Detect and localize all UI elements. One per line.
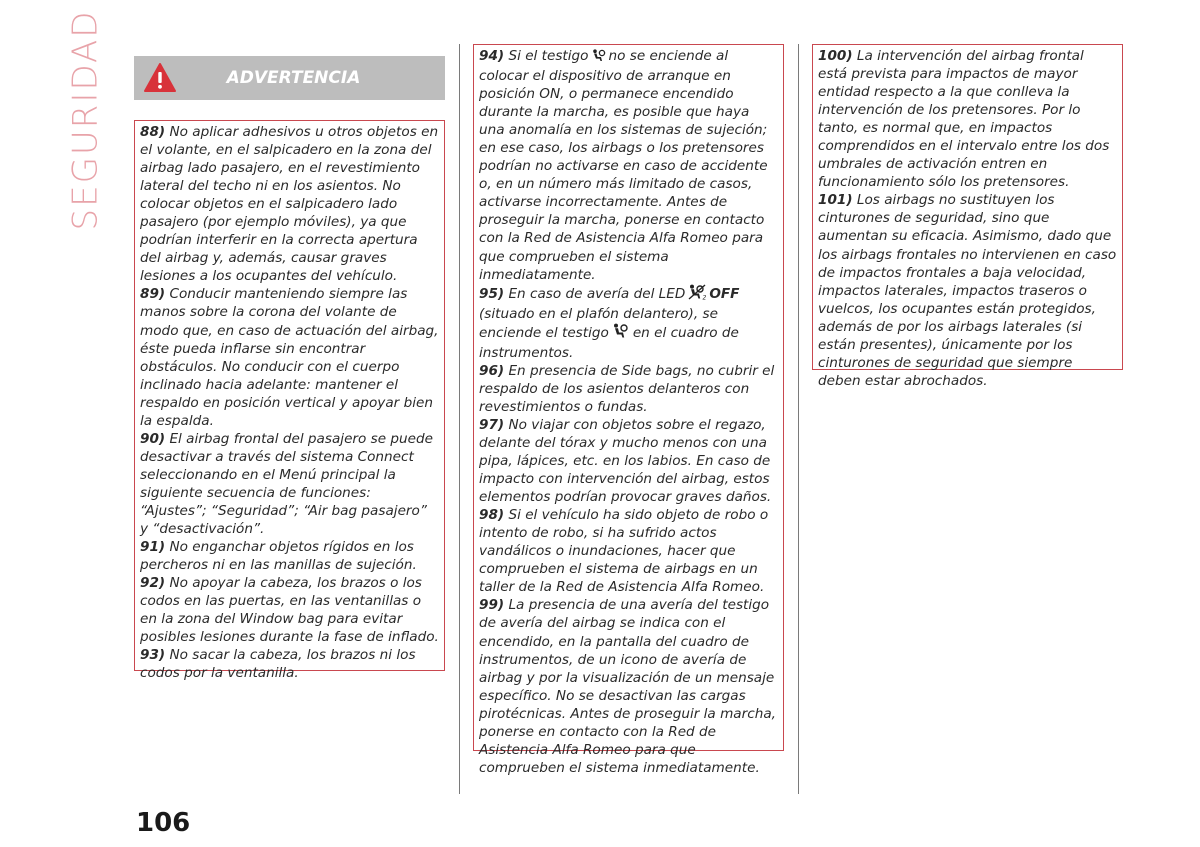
note-94: 94) Si el testigo no se enciende al colocar el dispositivo de arranque en posición ON, o permanece encendido durante la marcha, es posible que haya una anomalía en los sistemas de sujeción; en ese caso, los airbags o los pretensores podrían no activarse en caso de accidente o, en un número más limitado de casos, activarse incorrectamente. Antes de proseguir la marcha, ponerse en contacto con la Red de Asistencia Alfa Romeo para que comprueben el sistema inmediatamente. bbox=[479, 48, 768, 283]
passenger-airbag-off-icon bbox=[688, 284, 706, 305]
note-98: 98) Si el vehículo ha sido objeto de robo o intento de robo, si ha sufrido actos vandálicos o inundaciones, hacer que comprueben el sistema de airbags en un taller de la Red de Asistencia Alfa Romeo. bbox=[479, 507, 769, 596]
column-divider bbox=[459, 44, 460, 794]
warning-notes-column-3 bbox=[812, 44, 1123, 389]
section-tab bbox=[62, 9, 108, 231]
note-96: 96) En presencia de Side bags, no cubrir el respaldo de los asientos delanteros con revestimientos o fundas. bbox=[479, 362, 775, 415]
warning-header bbox=[134, 56, 445, 100]
section-title: SEGURIDAD bbox=[65, 9, 106, 231]
airbag-warning-light-icon bbox=[612, 323, 630, 344]
warning-triangle-icon bbox=[134, 56, 186, 100]
note-97: 97) No viajar con objetos sobre el regazo, delante del tórax y mucho menos con una pipa, lápices, etc. en los labios. En caso de impacto con intervención del airbag, estos elementos podrían provocar graves daños. bbox=[479, 416, 772, 506]
note-101: 101) Los airbags no sustituyen los cinturones de seguridad, sino que aumentan su eficacia. Asimismo, dado que los airbags frontales no intervienen en caso de impactos frontales a baja velocidad, impactos laterales, impactos traseros o vuelcos, los ocupantes están protegidos, además de por los airbags laterales (si están presentes), únicamente por los cinturones de seguridad que siempre deben estar abrochados. bbox=[818, 192, 1117, 389]
warning-notes-column-1 bbox=[134, 120, 445, 682]
note-95: 95) En caso de avería del LED 2 OFF (situado en el plafón delantero), se enciende el testigo en el cuadro de instrumentos. bbox=[479, 285, 740, 361]
note-91: 91) No enganchar objetos rígidos en los percheros ni en las manillas de sujeción. bbox=[140, 539, 417, 574]
note-92: 92) No apoyar la cabeza, los brazos o los codos en las puertas, en las ventanillas o en la zona del Window bag para evitar posibles lesiones durante la fase de inflado. bbox=[140, 575, 439, 646]
note-89: 89) Conducir manteniendo siempre las manos sobre la corona del volante de modo que, en caso de actuación del airbag, éste pueda inflarse sin encontrar obstáculos. No conducir con el cuerpo inclinado hacia adelante: mantener el respaldo en posición vertical y apoyar bien la espalda. bbox=[140, 286, 439, 429]
warning-title: ADVERTENCIA bbox=[226, 68, 361, 88]
column-divider bbox=[798, 44, 799, 794]
note-99: 99) La presencia de una avería del testigo de avería del airbag se indica con el encendido, en la pantalla del cuadro de instrumentos, de un icono de avería de airbag y por la visualización de un mensaje específico. No se desactivan las cargas pirotécnicas. Antes de proseguir la marcha, ponerse en contacto con la Red de Asistencia Alfa Romeo para que comprueben el sistema inmediatamente. bbox=[479, 597, 776, 776]
warning-notes-column-2 bbox=[473, 44, 784, 776]
airbag-warning-light-icon bbox=[592, 49, 606, 67]
note-93: 93) No sacar la cabeza, los brazos ni los codos por la ventanilla. bbox=[140, 647, 416, 682]
svg-text:2: 2 bbox=[702, 294, 707, 300]
note-90: 90) El airbag frontal del pasajero se puede desactivar a través del sistema Connect seleccionando en el Menú principal la siguiente secuencia de funciones: “Ajustes”; “Seguridad”; “Air bag pasajero” y “desactivación”. bbox=[140, 430, 434, 538]
note-100: 100) La intervención del airbag frontal está prevista para impactos de mayor entidad respecto a la que conlleva la intervención de los pretensores. Por lo tanto, es normal que, en impactos comprendidos en el intervalo entre los dos umbrales de activación entren en funcionamiento sólo los pretensores. bbox=[818, 48, 1110, 191]
note-88: 88) No aplicar adhesivos u otros objetos en el volante, en el salpicadero en la zona del airbag lado pasajero, en el revestimiento lateral del techo ni en los asientos. No colocar objetos en el salpicadero lado pasajero (por ejemplo móviles), ya que podrían interferir en la correcta apertura del airbag y, además, causar graves lesiones a los ocupantes del vehículo. bbox=[140, 124, 439, 285]
page-number: 106 bbox=[136, 808, 191, 838]
